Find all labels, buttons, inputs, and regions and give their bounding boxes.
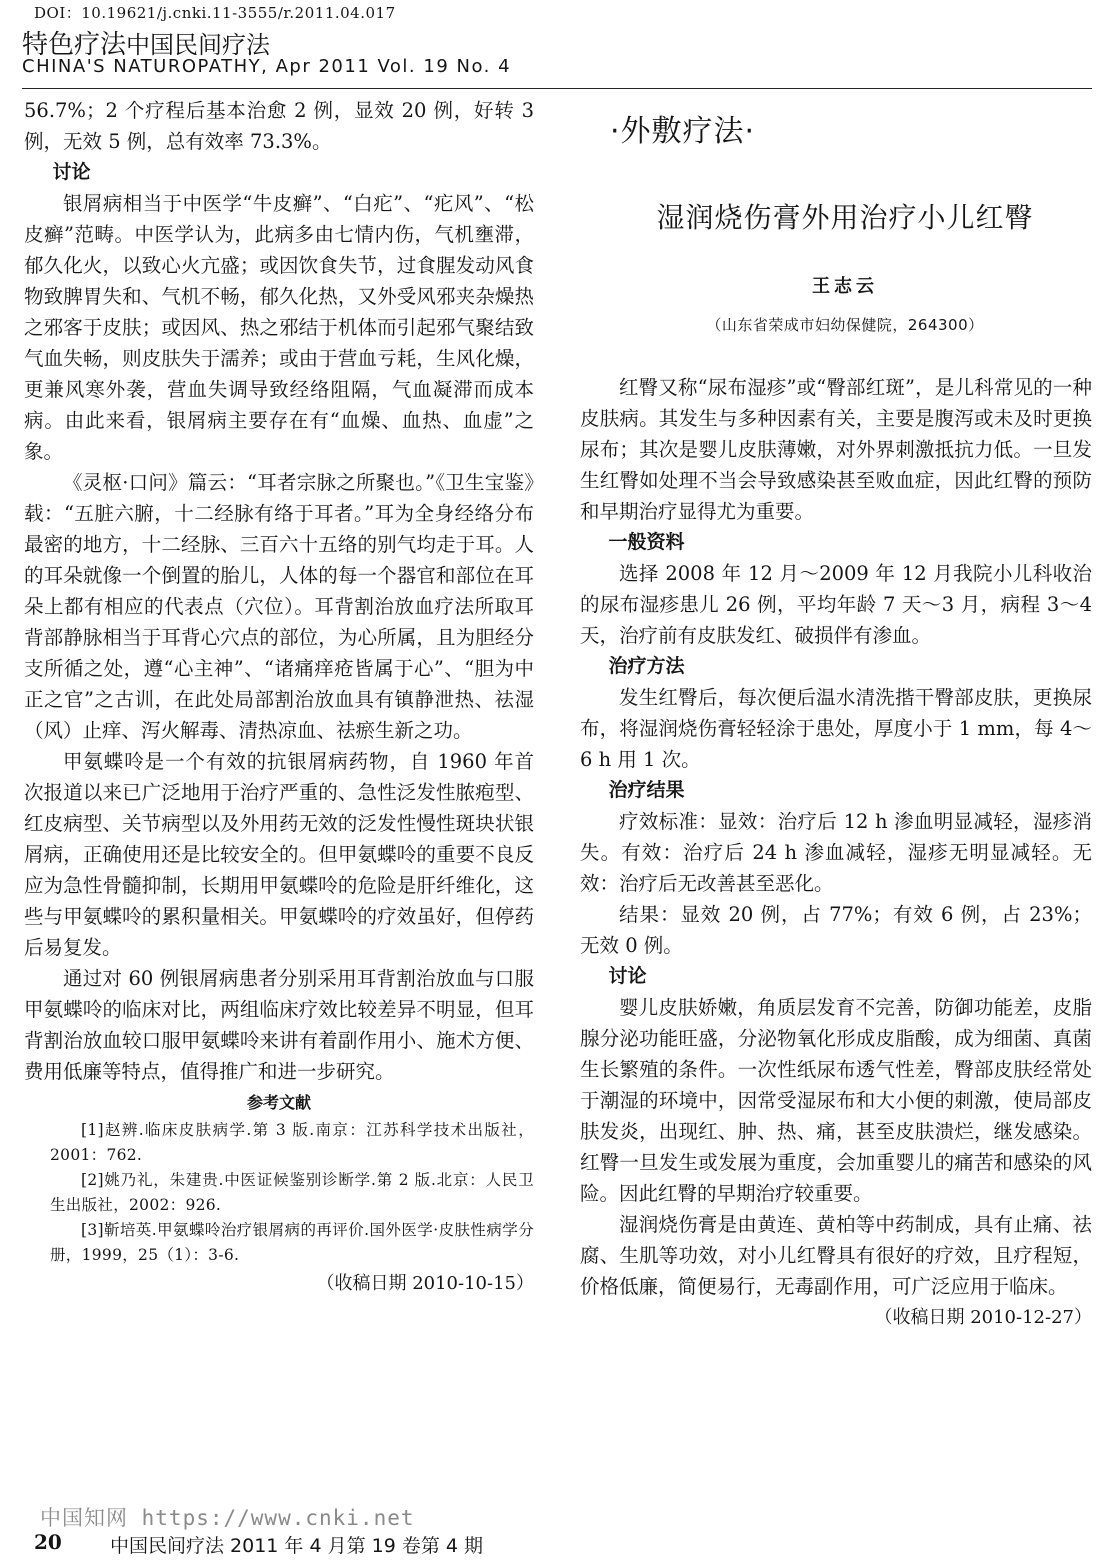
method-paragraph: 发生红臀后，每次便后温水清洗揩干臀部皮肤，更换尿布，将湿润烧伤膏轻轻涂于患处，厚度小于 1 mm，每 4～6 h 用 1 次。 [580, 686, 1092, 771]
article-title: 湿润烧伤膏外用治疗小儿红臀 [656, 201, 1034, 234]
discussion-paragraph: 婴儿皮肤娇嫩，角质层发育不完善，防御功能差，皮脂腺分泌功能旺盛，分泌物氧化形成皮脂酸，成为细菌、真菌生长繁殖的条件。一次性纸尿布透气性差，臀部皮肤经常处于潮湿的环境中，因常受湿尿布和大小便的刺激，使局部皮肤发炎，出现红、肿、热、痛，甚至皮肤溃烂，继发感染。红臀一旦发生或发展为重度，会加重婴儿的痛苦和感染的风险。因此红臀的早期治疗较重要。 [580, 996, 1092, 1205]
cnki-watermark: 中国知网 https://www.cnki.net [40, 1506, 415, 1530]
journal-name-cn: 中国民间疗法 [126, 31, 271, 59]
header-rule [22, 88, 1092, 89]
journal-name-en: CHINA'S NATUROPATHY, Apr 2011 Vol. 19 No. 4 [22, 56, 512, 77]
received-date-right: （收稿日期 2010-12-27） [874, 1307, 1092, 1328]
page-number: 20 [34, 1530, 62, 1554]
column-name: 特色疗法 [22, 30, 127, 60]
section-label: ·外敷疗法· [610, 114, 756, 149]
paragraph: 《灵枢·口问》篇云：“耳者宗脉之所聚也。”《卫生宝鉴》载：“五脏六腑，十二经脉有络于耳者。”耳为全身经络分布最密的地方，十二经脉、三百六十五络的别气均走于耳。人的耳朵就像一个倒置的胎儿，人体的每一个器官和部位在耳朵上都有相应的代表点（穴位）。耳背割治放血疗法所取耳背部静脉相当于耳背心穴点的部位，为心所属，且为胆经分支所循之处，遵“心主神”、“诸痛痒疮皆属于心”、“胆为中正之官”之古训，在此处局部割治放血具有镇静泄热、祛湿（风）止痒、泻火解毒、清热凉血、祛瘀生新之功。 [24, 471, 534, 742]
paragraph: 银屑病相当于中医学“牛皮癣”、“白疕”、“疕风”、“松皮癣”范畴。中医学认为，此病多由七情内伤，气机壅滞，郁久化火，以致心火亢盛；或因饮食失节，过食腥发动风食物致脾胃失和、气机不畅，郁久化热，又外受风邪夹杂燥热之邪客于皮肤；或因风、热之邪结于机体而引起邪气聚结致气血失畅，则皮肤失于濡养；或由于营血亏耗，生风化燥，更兼风寒外袭，营血失调导致经络阻隔，气血凝滞而成本病。由此来看，银屑病主要存在有“血燥、血热、血虚”之象。 [24, 192, 534, 463]
general-paragraph: 选择 2008 年 12 月～2009 年 12 月我院小儿科收治的尿布湿疹患儿 26 例，平均年龄 7 天～3 月，病程 3～4天，治疗前有皮肤发红、破损伴有渗血。 [580, 562, 1092, 647]
results-paragraph: 结果：显效 20 例，占 77%；有效 6 例，占 23%；无效 0 例。 [580, 903, 1092, 957]
reference-item: [3]靳培英.甲氨蝶呤治疗银屑病的再评价.国外医学·皮肤性病学分册，1999，25（1）：3-6. [50, 1221, 534, 1264]
general-heading: 一般资料 [608, 531, 685, 553]
reference-item: [1]赵辨.临床皮肤病学.第 3 版.南京：江苏科学技术出版社，2001：762. [50, 1121, 534, 1164]
right-column [580, 372, 1092, 1333]
left-column [24, 95, 534, 1299]
article-author: 王志云 [812, 276, 878, 297]
footer-citation: 中国民间疗法 2011 年 4 月第 19 卷第 4 期 [110, 1535, 484, 1557]
references-title: 参考文献 [246, 1093, 311, 1112]
criteria-paragraph: 疗效标准：显效：治疗后 12 h 渗血明显减轻，湿疹消失。有效：治疗后 24 h 渗血减轻，湿疹无明显减轻。无效：治疗后无改善甚至恶化。 [580, 810, 1092, 895]
article-affiliation: （山东省荣成市妇幼保健院，264300） [706, 316, 984, 334]
method-heading: 治疗方法 [608, 655, 685, 677]
intro-paragraph: 红臀又称“尿布湿疹”或“臀部红斑”，是儿科常见的一种皮肤病。其发生与多种因素有关，主要是腹泻或未及时更换尿布；其次是婴儿皮肤薄嫩，对外界刺激抵抗力低。一旦发生红臀如处理不当会导致感染甚至败血症，因此红臀的预防和早期治疗显得尤为重要。 [580, 376, 1092, 523]
continuation-text: 56.7%；2 个疗程后基本治愈 2 例，显效 20 例，好转 3 例，无效 5 例，总有效率 73.3%。 [24, 99, 534, 153]
reference-item: [2]姚乃礼，朱建贵.中医证候鉴别诊断学.第 2 版.北京：人民卫生出版社，2002：926. [50, 1171, 534, 1214]
discussion-paragraph: 湿润烧伤膏是由黄连、黄柏等中药制成，具有止痛、祛腐、生肌等功效，对小儿红臀具有很好的疗效，且疗程短，价格低廉，简便易行，无毒副作用，可广泛应用于临床。 [580, 1213, 1092, 1298]
paragraph: 通过对 60 例银屑病患者分别采用耳背割治放血与口服甲氨蝶呤的临床对比，两组临床疗效比较差异不明显，但耳背割治放血较口服甲氨蝶呤来讲有着副作用小、施术方便、费用低廉等特点，值得推广和进一步研究。 [24, 967, 534, 1083]
doi-line: DOI：10.19621/j.cnki.11-3555/r.2011.04.017 [34, 4, 396, 22]
results-heading: 治疗结果 [608, 779, 685, 801]
received-date: （收稿日期 2010-10-15） [316, 1273, 534, 1294]
discussion-heading: 讨论 [52, 161, 91, 183]
paragraph: 甲氨蝶呤是一个有效的抗银屑病药物，自 1960 年首次报道以来已广泛地用于治疗严重的、急性泛发性脓疱型、红皮病型、关节病型以及外用药无效的泛发性慢性斑块状银屑病，正确使用还是比较安全的。但甲氨蝶呤的重要不良反应为急性骨髓抑制，长期用甲氨蝶呤的危险是肝纤维化，这些与甲氨蝶呤的累积量相关。甲氨蝶呤的疗效虽好，但停药后易复发。 [24, 750, 534, 959]
discussion-heading-right: 讨论 [608, 965, 647, 987]
